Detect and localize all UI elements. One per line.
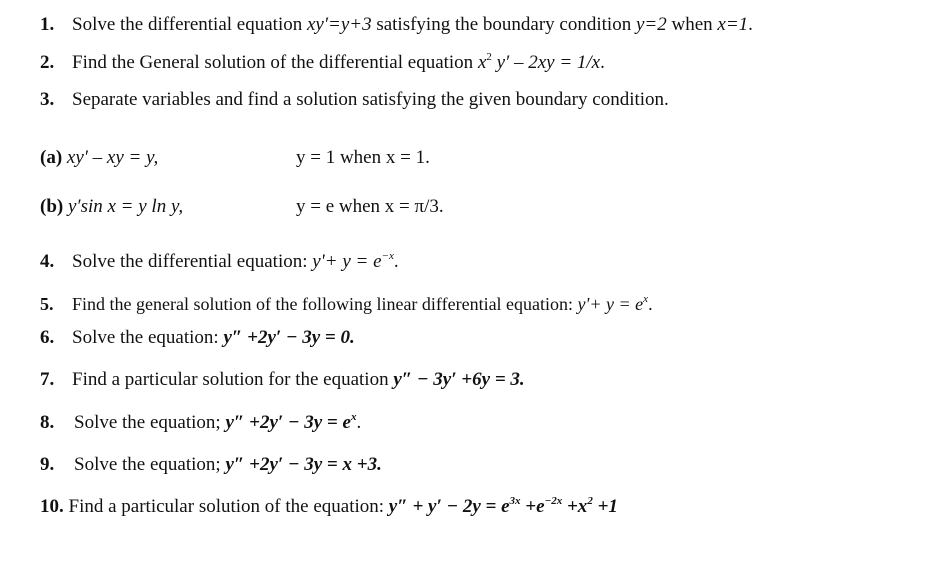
- question-text: satisfying the boundary condition: [371, 14, 636, 35]
- equation: +1: [592, 496, 618, 517]
- question-text: Separate variables and find a solution satisfying the given boundary condition.: [72, 89, 669, 110]
- equation: y″ +2y′ − 3y = e: [225, 412, 351, 433]
- exponent: 2: [587, 495, 593, 507]
- question-number: 5.: [40, 294, 54, 314]
- question-text: when: [666, 14, 718, 35]
- question-number: 8.: [40, 412, 55, 433]
- question-number: 3.: [40, 89, 55, 110]
- question-text: Find a particular solution of the equation:: [68, 496, 389, 517]
- equation: y'+ y = e: [577, 294, 644, 314]
- subquestion-a: [40, 146, 158, 170]
- question-text: Solve the equation;: [74, 412, 226, 433]
- question-text: Solve the equation:: [72, 327, 224, 348]
- equation: +e: [520, 496, 545, 517]
- equation: y′sin x = y ln y,: [63, 196, 184, 217]
- question-3: [40, 88, 669, 112]
- question-5: [40, 292, 653, 316]
- equation: y″ +2y′ − 3y = 0.: [223, 327, 355, 348]
- punctuation: .: [748, 14, 753, 35]
- equation: xy′=y+3: [306, 14, 372, 35]
- subquestion-b: [40, 195, 183, 219]
- condition: y=2: [635, 14, 667, 35]
- equation: xy′ – xy = y,: [62, 147, 159, 168]
- equation: +x: [562, 496, 588, 517]
- exponent: 2: [486, 51, 492, 63]
- question-number: 1.: [40, 14, 55, 35]
- question-text: Find the General solution of the differential equation: [72, 52, 478, 73]
- equation: y″ +2y′ − 3y = x +3.: [225, 454, 382, 475]
- question-number: 6.: [40, 327, 55, 348]
- equation: y″ + y′ − 2y = e: [388, 496, 510, 517]
- punctuation: .: [600, 52, 605, 73]
- question-number: 9.: [40, 454, 55, 475]
- equation: y″ − 3y′ +6y = 3.: [393, 369, 525, 390]
- question-text: Find the general solution of the following linear differential equation:: [72, 294, 578, 314]
- question-text: Solve the differential equation: [72, 14, 307, 35]
- question-2: [40, 51, 605, 75]
- question-number: 10.: [40, 496, 64, 517]
- subquestion-a-condition: y = 1 when x = 1.: [296, 147, 430, 168]
- equation: x: [477, 52, 487, 73]
- question-text: Find a particular solution for the equation: [72, 369, 394, 390]
- question-number: 7.: [40, 369, 55, 390]
- punctuation: .: [393, 251, 399, 272]
- exponent: 3x: [509, 495, 521, 507]
- exponent: x: [350, 411, 357, 423]
- equation: y'+ y = e: [312, 251, 382, 272]
- question-1: [40, 13, 753, 37]
- exponent: x: [643, 293, 649, 305]
- punctuation: .: [648, 294, 653, 314]
- condition: x=1: [717, 14, 749, 35]
- exponent: −2x: [544, 495, 563, 507]
- question-number: 4.: [40, 251, 55, 272]
- subquestion-label: (b): [40, 196, 64, 217]
- question-7: [40, 368, 525, 392]
- question-text: Solve the equation;: [74, 454, 226, 475]
- subquestion-b-condition: y = e when x = π/3.: [296, 196, 444, 217]
- question-6: [40, 326, 355, 350]
- question-9: [40, 453, 382, 477]
- punctuation: .: [356, 412, 362, 433]
- question-text: Solve the differential equation:: [72, 251, 313, 272]
- exponent: −x: [381, 250, 394, 262]
- equation: y′ – 2xy = 1/x: [491, 52, 601, 73]
- question-number: 2.: [40, 52, 55, 73]
- question-4: [40, 250, 399, 274]
- question-8: [40, 411, 361, 435]
- subquestion-label: (a): [40, 147, 63, 168]
- question-10: [40, 495, 618, 519]
